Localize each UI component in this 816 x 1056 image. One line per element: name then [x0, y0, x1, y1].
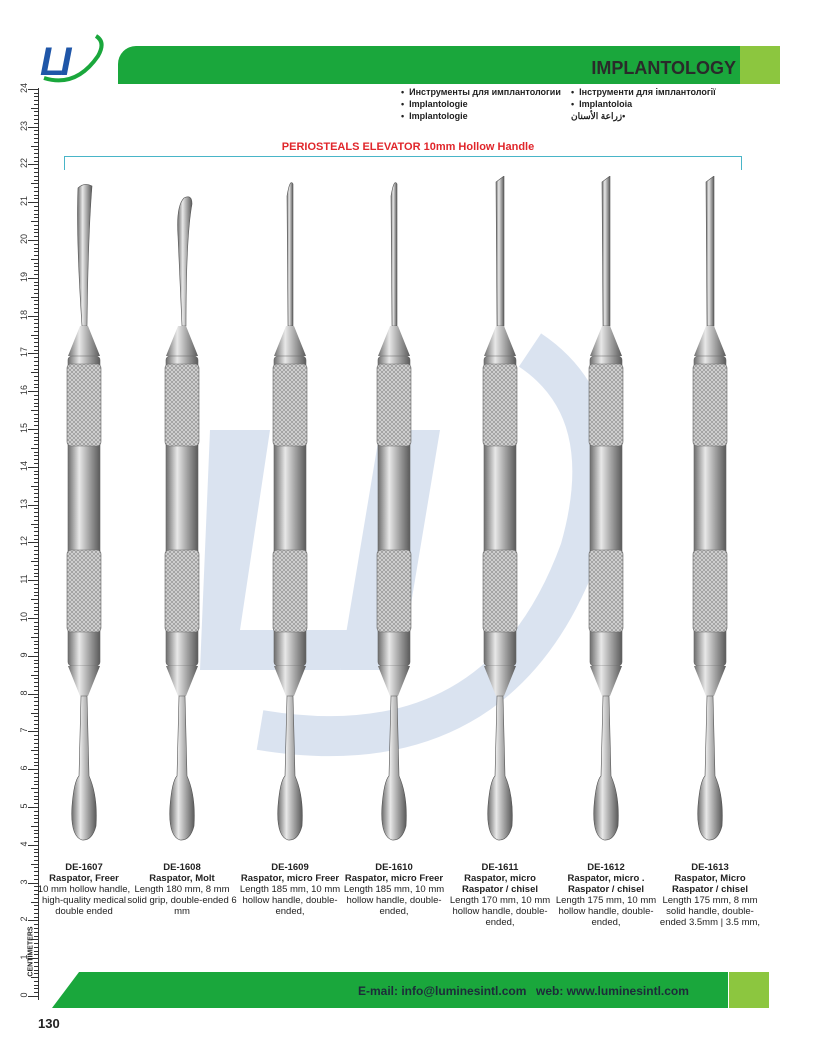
ruler-number: 23 — [19, 120, 29, 131]
product-description: 10 mm hollow handle, high-quality medical double ended — [37, 884, 131, 917]
product-name: Raspator, micro Freer — [344, 873, 444, 884]
product-code: DE-1610 — [375, 862, 413, 873]
ruler-unit-label: CENTIMETERS — [27, 926, 35, 977]
ruler-number: 6 — [19, 765, 29, 771]
ruler-number: 15 — [19, 423, 29, 434]
product-code: DE-1611 — [481, 862, 519, 873]
ruler-tick — [34, 172, 38, 173]
ruler-tick — [34, 100, 38, 101]
ruler-number: 0 — [19, 992, 29, 998]
instrument-image — [260, 176, 320, 846]
ruler-number: 3 — [19, 879, 29, 885]
ruler-tick — [34, 93, 38, 94]
instrument-image — [54, 176, 114, 846]
ruler-tick — [34, 115, 38, 116]
ruler-tick — [34, 111, 38, 112]
ruler-number: 1 — [19, 954, 29, 960]
ruler-tick — [34, 973, 38, 974]
ruler-tick — [34, 992, 38, 993]
ruler-tick — [34, 856, 38, 857]
page-title: IMPLANTOLOGY — [591, 58, 736, 78]
product-code: DE-1613 — [691, 862, 729, 873]
ruler-tick — [34, 947, 38, 948]
ruler-tick — [34, 157, 38, 158]
ruler-tick — [31, 977, 38, 978]
product-description: Length 180 mm, 8 mm solid grip, double-ended 6 mm — [127, 884, 237, 917]
contact-website[interactable]: web: www.luminesintl.com — [536, 984, 689, 998]
ruler-tick — [34, 119, 38, 120]
logo-text: LI — [40, 40, 68, 84]
ruler-tick — [34, 123, 38, 124]
language-list-right — [571, 86, 716, 122]
product-description: Length 185 mm, 10 mm hollow handle, double-ended, — [343, 884, 445, 917]
ruler-number: 13 — [19, 498, 29, 509]
product-caption — [654, 862, 766, 928]
product-caption — [444, 862, 556, 928]
product-code: DE-1607 — [65, 862, 103, 873]
footer-bar — [52, 972, 769, 1008]
ruler-tick — [34, 130, 38, 131]
ruler-number: 20 — [19, 234, 29, 245]
ruler-number: 12 — [19, 536, 29, 547]
ruler-tick — [34, 966, 38, 967]
product-caption — [126, 862, 238, 917]
footer-bar-accent — [729, 972, 769, 1008]
ruler-tick — [34, 104, 38, 105]
ruler-tick — [34, 860, 38, 861]
contact-email[interactable]: E-mail: info@luminesintl.com — [358, 984, 527, 998]
section-title: PERIOSTEALS ELEVATOR 10mm Hollow Handle — [281, 141, 535, 153]
language-item: • Инструменты для имплантологии — [401, 86, 561, 98]
language-item: • Інструменти для імплантології — [571, 86, 716, 98]
ruler-tick — [28, 164, 38, 165]
ruler-number: 22 — [19, 158, 29, 169]
ruler-tick — [34, 153, 38, 154]
ruler-tick — [34, 852, 38, 853]
ruler-tick — [34, 981, 38, 982]
product-name: Raspator, Freer — [49, 873, 119, 884]
header-bar — [118, 46, 780, 84]
instrument-image — [680, 176, 740, 846]
product-name: Raspator, micro Raspator / chisel — [461, 873, 539, 895]
ruler-number: 11 — [19, 574, 29, 584]
page-number: 130 — [38, 1016, 60, 1031]
ruler-number: 10 — [19, 612, 29, 623]
ruler-number: 8 — [19, 690, 29, 696]
ruler-tick — [34, 988, 38, 989]
product-caption — [550, 862, 662, 928]
language-item: • زراعة الأسنان — [571, 110, 716, 122]
ruler-tick — [34, 970, 38, 971]
language-item: • Implantoloia — [571, 98, 716, 110]
ruler-tick — [34, 985, 38, 986]
ruler-tick — [34, 849, 38, 850]
ruler-tick — [28, 996, 38, 997]
ruler-number: 14 — [19, 460, 29, 471]
ruler-tick — [34, 951, 38, 952]
ruler-number: 19 — [19, 271, 29, 282]
product-description: Length 175 mm, 10 mm hollow handle, double-ended, — [555, 895, 657, 928]
ruler-tick — [28, 920, 38, 921]
instrument-image — [364, 176, 424, 846]
company-logo — [36, 34, 106, 84]
ruler-number: 9 — [19, 652, 29, 658]
product-name: Raspator, micro . Raspator / chisel — [567, 873, 645, 895]
instrument-image — [470, 176, 530, 846]
ruler-tick — [34, 138, 38, 139]
ruler-tick — [28, 89, 38, 90]
ruler-tick — [34, 134, 38, 135]
ruler-number: 5 — [19, 803, 29, 809]
ruler-number: 16 — [19, 385, 29, 396]
product-code: DE-1609 — [271, 862, 309, 873]
product-description: Length 175 mm, 8 mm solid handle, double-ended 3.5mm | 3.5 mm, — [659, 895, 761, 928]
ruler-tick — [34, 928, 38, 929]
ruler-tick — [28, 127, 38, 128]
product-name: Raspator, Molt — [149, 873, 215, 884]
instrument-gallery — [0, 176, 816, 846]
instrument-image — [576, 176, 636, 846]
ruler-number: 17 — [19, 347, 29, 358]
product-code: DE-1612 — [587, 862, 625, 873]
ruler-number: 4 — [19, 841, 29, 847]
ruler-number: 18 — [19, 309, 29, 320]
language-item: • Implantologie — [401, 110, 561, 122]
ruler-tick — [34, 962, 38, 963]
ruler-tick — [31, 108, 38, 109]
section-bracket — [64, 156, 742, 170]
ruler-tick — [34, 932, 38, 933]
ruler-tick — [34, 936, 38, 937]
product-description: Length 185 mm, 10 mm hollow handle, double-ended, — [239, 884, 341, 917]
product-caption — [234, 862, 346, 917]
language-item: • Implantologie — [401, 98, 561, 110]
ruler-tick — [34, 943, 38, 944]
ruler-number: 7 — [19, 727, 29, 733]
ruler-tick — [34, 924, 38, 925]
ruler-tick — [34, 168, 38, 169]
ruler-number: 24 — [19, 82, 29, 93]
product-caption — [338, 862, 450, 917]
product-description: Length 170 mm, 10 mm hollow handle, double-ended, — [449, 895, 551, 928]
product-name: Raspator, micro Freer — [240, 873, 340, 884]
ruler-tick — [34, 954, 38, 955]
product-caption — [28, 862, 140, 917]
product-name: Raspator, Micro Raspator / chisel — [671, 873, 749, 895]
product-code: DE-1608 — [163, 862, 201, 873]
ruler-number: 21 — [19, 196, 29, 207]
ruler-tick — [34, 96, 38, 97]
header-bar-accent — [740, 46, 780, 84]
instrument-image — [152, 176, 212, 846]
ruler-tick — [34, 161, 38, 162]
language-list-left — [401, 86, 561, 122]
ruler-number: 2 — [19, 916, 29, 922]
